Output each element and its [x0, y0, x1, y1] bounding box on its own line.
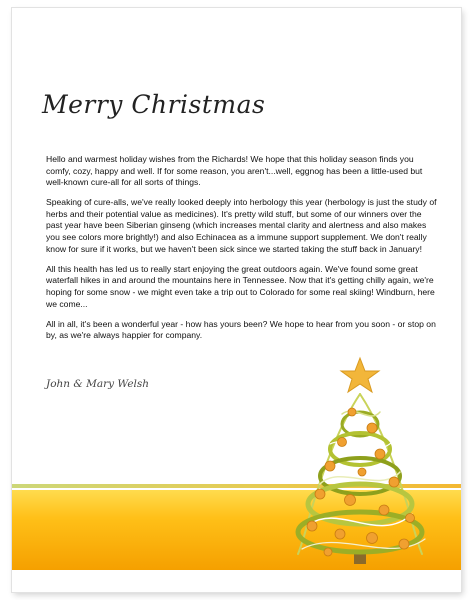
paragraph-3: All this health has led us to really start enjoying the great outdoors again. We've found some great waterfall hikes in and around the mountains here in Tennessee. Now that it's getting chilly again, we're hoping for some snow - we might even take a trip out to Colorado for some real skiing! Windburn, here we come...: [46, 263, 435, 309]
paragraph-1: Hello and warmest holiday wishes from the Richards! We hope that this holiday season finds you comfy, cozy, happy and well. If for some reason, you aren't...well, eggnog has been a little-used but well-known cure-all for all sorts of things.: [46, 154, 423, 188]
star-icon: [341, 358, 379, 392]
letter-body: [46, 154, 438, 350]
letter-page: [12, 8, 461, 592]
christmas-tree-icon: [280, 354, 440, 582]
letter-title: Merry Christmas: [42, 90, 266, 119]
signature: John & Mary Welsh: [46, 378, 150, 390]
paragraph-4: All in all, it's been a wonderful year - how has yours been? We hope to hear from you soon - or stop on by, as we're always happier for company.: [46, 318, 436, 341]
paragraph-2: Speaking of cure-alls, we've really looked deeply into herbology this year (herbology is just the study of herbs and their potential value as medicines). It's pretty wild stuff, but some of our winners over the past year have been Siberian ginseng (which increases mental clarity and alertness and also makes you see colors more brightly!) and also Echinacea as a immune support supplement. We don't really know for sure if it works, but we haven't been sick since we started taking the stuff back in January!: [46, 197, 437, 254]
